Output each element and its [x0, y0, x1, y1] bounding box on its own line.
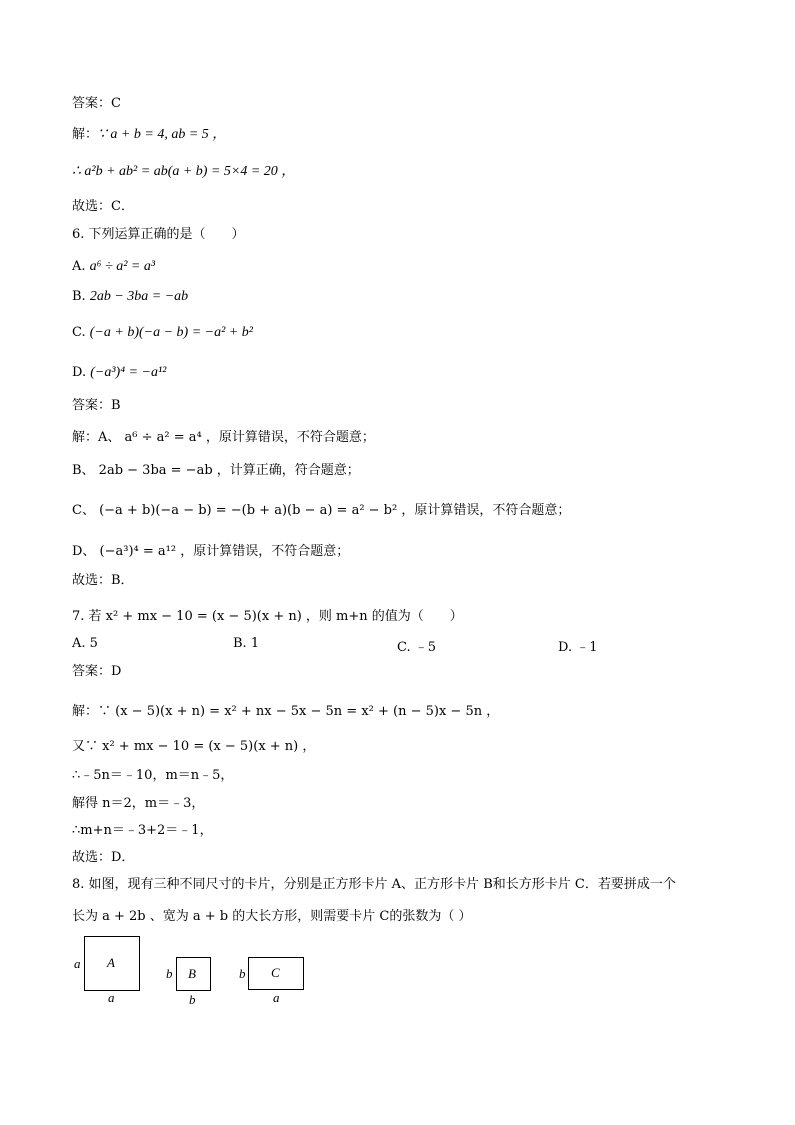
q7-answer: 答案：D	[72, 664, 122, 679]
card-c-label: C	[271, 965, 280, 980]
option-letter: A.	[72, 259, 86, 274]
q5-conclusion: 故选：C．	[72, 199, 134, 214]
card-b-side-label: b	[166, 966, 173, 981]
q8-stem-line2: 长为 a + 2b 、宽为 a + b 的大长方形，则需要卡片 C的张数为（ ）	[72, 909, 472, 924]
option-letter: D.	[72, 365, 87, 380]
option-expression: (−a + b)(−a − b) = −a² + b²	[89, 325, 253, 340]
q7-conclusion: 故选：D．	[72, 850, 135, 865]
card-c-bottom-label: a	[273, 990, 280, 1005]
card-a-label: A	[107, 955, 115, 970]
card-c	[248, 957, 304, 990]
q6-solution-a: 解：A、 a⁶ ÷ a² = a⁴ ，原计算错误，不符合题意；	[72, 430, 375, 445]
q7-solution-5: ∴m+n＝﹣3+2＝﹣1，	[72, 823, 213, 838]
q5-answer: 答案：C	[72, 96, 121, 111]
q6-answer: 答案：B	[72, 398, 121, 413]
q5-factor-expression: ∴ a²b + ab² = ab(a + b) = 5×4 = 20 ，	[72, 164, 296, 179]
q5-solution-line2	[72, 163, 295, 181]
q6-solution-b: B、 2ab − 3ba = −ab ，计算正确，符合题意；	[72, 463, 360, 478]
q7-solution-2: 又∵ x² + mx − 10 = (x − 5)(x + n) ，	[72, 739, 316, 754]
card-a-side-label: a	[74, 956, 81, 971]
option-expression: 2ab − 3ba = −ab	[89, 289, 189, 304]
card-a	[84, 936, 140, 991]
option-letter: B.	[72, 289, 86, 304]
q6-solution-c: C、 (−a + b)(−a − b) = −(b + a)(b − a) = a² − b² ，原计算错误，不符合题意；	[72, 503, 571, 518]
option-expression: a⁶ ÷ a² = a³	[89, 259, 156, 274]
q5-given-expression: ∵ a + b = 4, ab = 5 ，	[98, 127, 227, 142]
card-b-bottom-label: b	[189, 992, 196, 1007]
q7-solution-3: ∴﹣5n＝﹣10，m＝n﹣5，	[72, 768, 234, 783]
q6-solution-d: D、 (−a³)⁴ = a¹² ，原计算错误，不符合题意；	[72, 544, 350, 559]
q5-solution-prefix: 解：	[72, 127, 99, 142]
q7-stem: 7. 若 x² + mx − 10 = (x − 5)(x + n) ，则 m+n 的值为（ ）	[72, 609, 463, 624]
q6-conclusion: 故选：B．	[72, 573, 134, 588]
q7-option-d[interactable]: D. ﹣1	[558, 640, 598, 655]
card-b	[176, 957, 211, 991]
card-c-side-label: b	[239, 966, 246, 981]
card-a-bottom-label: a	[108, 990, 115, 1005]
option-letter: C.	[72, 325, 86, 340]
q7-option-a[interactable]: A. 5	[72, 636, 98, 651]
q7-options	[72, 636, 672, 654]
q6-option-d[interactable]	[72, 364, 166, 382]
q7-solution-1: 解：∵ (x − 5)(x + n) = x² + nx − 5x − 5n = x² + (n − 5)x − 5n ，	[72, 704, 500, 719]
q6-option-c[interactable]	[72, 324, 253, 342]
card-b-label: B	[188, 966, 196, 981]
q6-stem: 6. 下列运算正确的是（ ）	[72, 227, 245, 242]
q6-option-b[interactable]	[72, 288, 188, 306]
q6-option-a[interactable]	[72, 258, 155, 276]
q7-option-b[interactable]: B. 1	[233, 636, 260, 651]
q7-option-c[interactable]: C. ﹣5	[397, 640, 437, 655]
q5-solution-line1	[72, 126, 226, 144]
q7-solution-4: 解得 n＝2，m＝﹣3，	[72, 796, 205, 811]
q8-stem-line1: 8. 如图，现有三种不同尺寸的卡片，分别是正方形卡片 A、正方形卡片 B和长方形卡片 C．若要拼成一个	[72, 877, 676, 892]
option-expression: (−a³)⁴ = −a¹²	[90, 365, 167, 380]
